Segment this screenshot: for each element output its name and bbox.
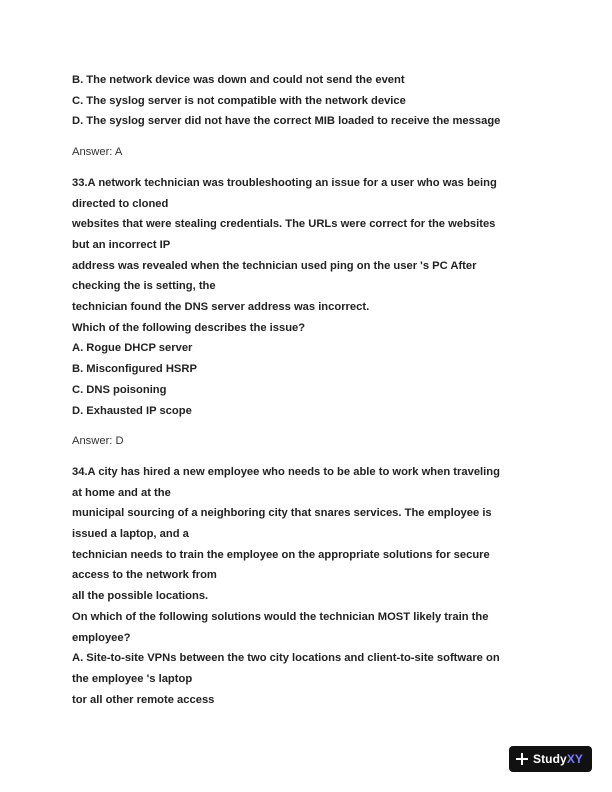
q34-line: employee? xyxy=(72,631,131,644)
q33-option-d: D. Exhausted IP scope xyxy=(72,404,192,417)
q34-line: all the possible locations. xyxy=(72,590,209,603)
prev-option-b: B. The network device was down and could not send the event xyxy=(72,74,405,86)
q34-line: 34.A city has hired a new employee who needs to be able to work when traveling xyxy=(72,465,500,478)
badge-label-main: Study xyxy=(532,752,567,766)
q33-line: but an incorrect IP xyxy=(72,238,171,251)
q34-option-a: A. Site-to-site VPNs between the two city locations and client-to-site software on xyxy=(72,652,500,665)
badge-label xyxy=(533,752,583,766)
plus-icon xyxy=(516,753,528,765)
studyxy-logo-badge[interactable] xyxy=(509,746,592,772)
q33-line: websites that were stealing credentials. The URLs were correct for the websites xyxy=(72,218,496,231)
document-page xyxy=(72,70,542,710)
q33-line: 33.A network technician was troubleshooting an issue for a user who was being xyxy=(72,176,497,189)
badge-label-accent: XY xyxy=(566,752,584,766)
q33-answer: Answer: D xyxy=(72,435,124,448)
q33-option-b: B. Misconfigured HSRP xyxy=(72,363,197,376)
q34-line: tor all other remote access xyxy=(72,693,215,706)
q33-line: technician found the DNS server address was incorrect. xyxy=(72,301,370,314)
q34-line: at home and at the xyxy=(72,486,171,499)
question-34 xyxy=(72,462,542,710)
q33-line: Which of the following describes the issue? xyxy=(72,321,306,334)
q33-option-a: A. Rogue DHCP server xyxy=(72,342,193,355)
prev-answer: Answer: A xyxy=(72,146,123,159)
prev-option-d: D. The syslog server did not have the correct MIB loaded to receive the message xyxy=(72,115,501,128)
q33-line: address was revealed when the technician used ping on the user 's PC After xyxy=(72,259,477,272)
q34-line: issued a laptop, and a xyxy=(72,528,189,541)
q34-line: technician needs to train the employee on the appropriate solutions for secure xyxy=(72,548,490,561)
question-33 xyxy=(72,173,542,421)
q33-line: directed to cloned xyxy=(72,197,169,210)
q34-line: the employee 's laptop xyxy=(72,672,193,685)
q33-option-c: C. DNS poisoning xyxy=(72,383,167,396)
prev-option-c: C. The syslog server is not compatible with the network device xyxy=(72,94,406,107)
q33-line: checking the is setting, the xyxy=(72,280,216,293)
q34-line: access to the network from xyxy=(72,569,217,582)
q34-line: municipal sourcing of a neighboring city that snares services. The employee is xyxy=(72,507,492,520)
q34-line: On which of the following solutions would the technician MOST likely train the xyxy=(72,610,489,623)
